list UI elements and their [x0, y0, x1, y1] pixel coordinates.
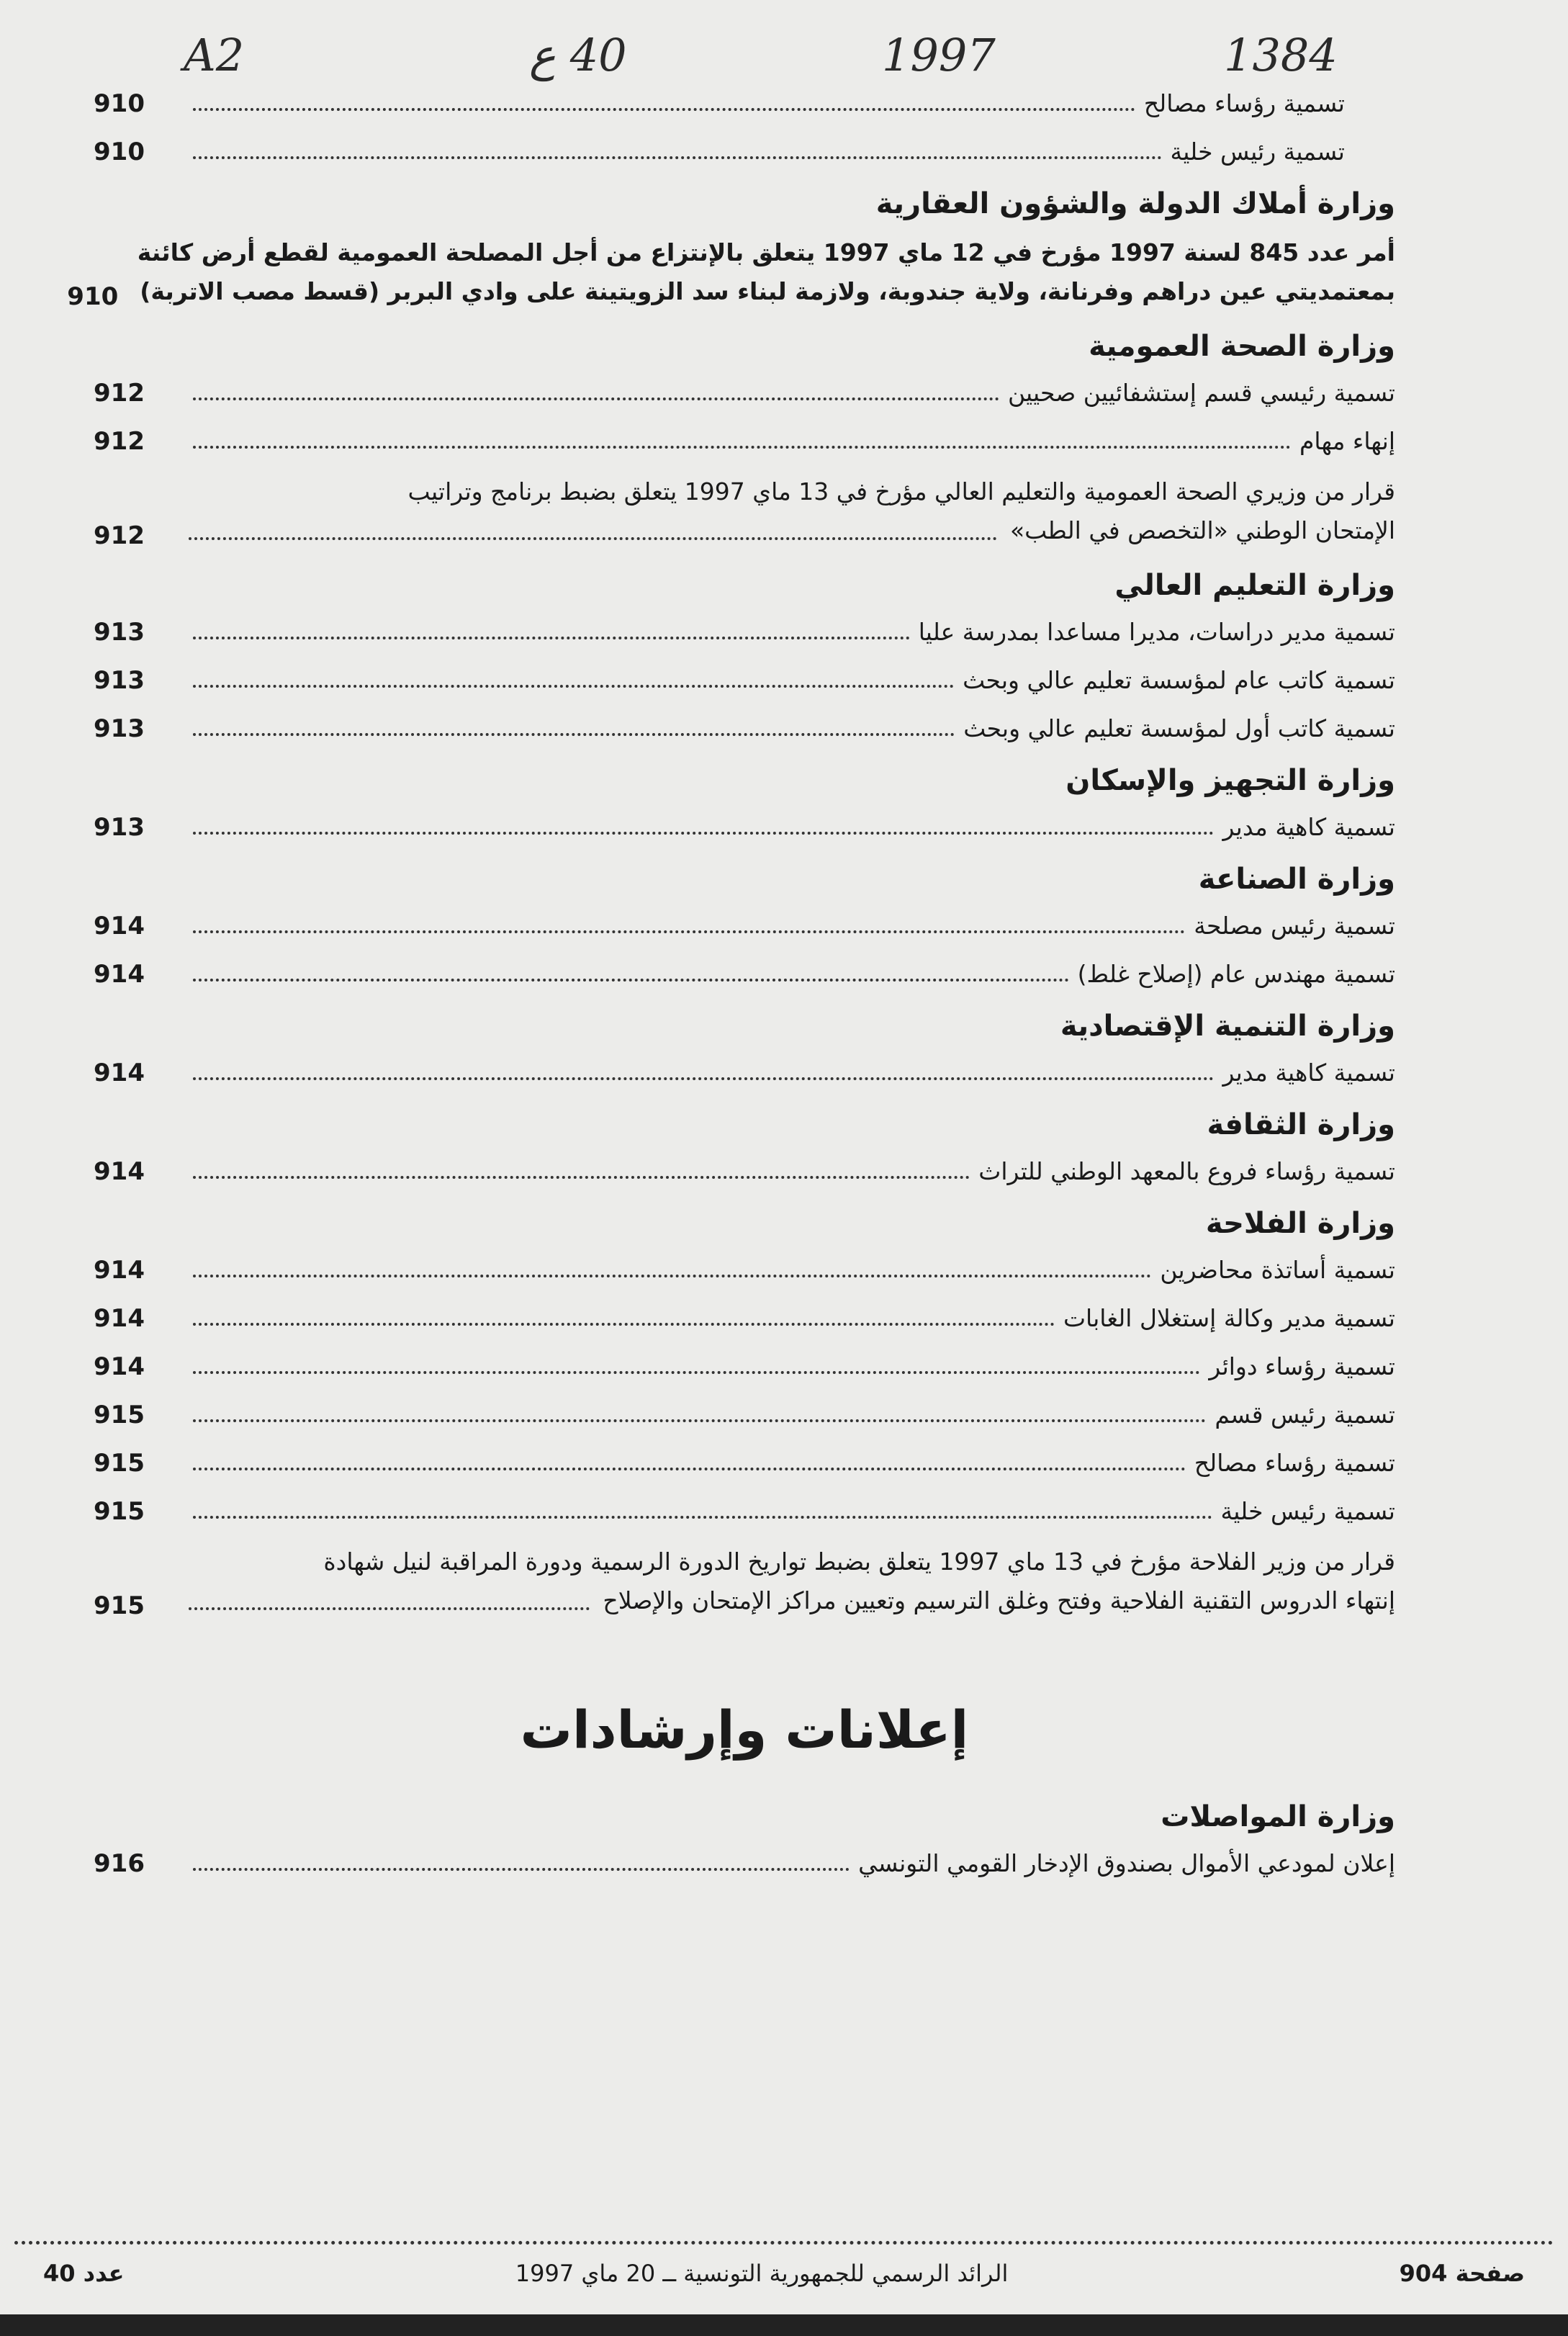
toc-page-number: 914: [94, 1352, 145, 1381]
toc-entry-text: [180, 472, 1395, 550]
toc-page-number: 915: [94, 1401, 145, 1429]
toc-entry-line: إنتهاء الدروس التقنية الفلاحية وفتح وغلق الترسيم وتعيين مراكز الإمتحان والإصلاح: [603, 1586, 1395, 1614]
dot-leader: [189, 1607, 590, 1610]
page-footer: [43, 2260, 1525, 2287]
toc-page-number: 913: [94, 813, 145, 842]
dot-leader: [193, 1275, 1151, 1277]
ministry-heading: وزارة الصناعة: [1198, 863, 1395, 896]
toc-page-number: 913: [94, 618, 145, 647]
toc-entry: [94, 909, 1395, 943]
toc-entry-title: تسمية كاتب عام لمؤسسة تعليم عالي وبحث: [963, 666, 1395, 694]
handwritten-serial: 1384: [1224, 29, 1338, 81]
toc-entry-title: تسمية رئيس مصلحة: [1194, 912, 1395, 940]
toc-entry: [94, 663, 1395, 698]
dot-leader: [193, 685, 954, 688]
ministry-heading: وزارة التنمية الإقتصادية: [1060, 1010, 1395, 1043]
toc-entry-title: تسمية رؤساء مصالح: [1194, 1449, 1395, 1477]
toc-entry-title: تسمية رئيسي قسم إستشفائيين صحيين: [1007, 379, 1395, 407]
toc-page-number: 914: [94, 1059, 145, 1087]
dot-leader: [193, 1323, 1055, 1326]
ministry-heading: وزارة التجهيز والإسكان: [1065, 764, 1395, 797]
toc-entry-title: تسمية كاتب أول لمؤسسة تعليم عالي وبحث: [963, 714, 1395, 742]
toc-entry-line: بمعتمديتي عين دراهم وفرنانة، ولاية جندوبة، ولازمة لبناء سد الزويتينة على وادي البربر (قسط مصب الاتربة): [140, 277, 1395, 305]
footer-publication: الرائد الرسمي للجمهورية التونسية ــ 20 ماي 1997: [515, 2260, 1009, 2287]
toc-page-number: 910: [94, 138, 145, 166]
dot-leader: [193, 156, 1162, 159]
ministry-heading: وزارة أملاك الدولة والشؤون العقارية: [875, 187, 1395, 220]
toc-page-number: 915: [94, 1497, 145, 1526]
toc-entry: [94, 1154, 1395, 1189]
toc-entry-title: تسمية رؤساء فروع بالمعهد الوطني للتراث: [978, 1157, 1395, 1185]
toc-page-number: 913: [94, 714, 145, 743]
toc-page-number: 914: [94, 960, 145, 989]
toc-entry: [94, 1056, 1395, 1090]
dot-leader: [193, 1371, 1200, 1374]
footer-divider: [14, 2241, 1554, 2245]
dot-leader: [193, 637, 910, 639]
toc-entry: [94, 1253, 1395, 1288]
toc-page-number: 914: [94, 1304, 145, 1333]
toc-entry: [94, 1349, 1395, 1384]
scan-edge: [0, 2314, 1568, 2336]
toc-entry-line: قرار من وزيري الصحة العمومية والتعليم العالي مؤرخ في 13 ماي 1997 يتعلق بضبط برنامج وتراتيب: [407, 477, 1395, 506]
toc-page-number: 913: [94, 666, 145, 695]
toc-page-number: 910: [94, 89, 145, 118]
dot-leader: [193, 108, 1135, 111]
toc-entry-title: تسمية كاهية مدير: [1222, 1059, 1395, 1087]
handwritten-a2: A2: [184, 29, 245, 81]
toc-entry-title: تسمية رئيس خلية: [1170, 138, 1345, 166]
toc-page-number: 914: [94, 1157, 145, 1186]
ministry-heading: وزارة التعليم العالي: [1114, 569, 1395, 602]
dot-leader: [193, 1868, 850, 1871]
toc-entry-title: تسمية مهندس عام (إصلاح غلط): [1077, 960, 1395, 988]
toc-entry-line: قرار من وزير الفلاحة مؤرخ في 13 ماي 1997 يتعلق بضبط تواريخ الدورة الرسمية ودورة المراقبة لنيل شهادة: [323, 1547, 1395, 1576]
toc-entry: [94, 135, 1395, 169]
toc-page-number: 912: [94, 379, 145, 408]
toc-entry-line: أمر عدد 845 لسنة 1997 مؤرخ في 12 ماي 1997 يتعلق بالإنتزاع من أجل المصلحة العمومية لقطع أرض كائنة: [137, 238, 1395, 266]
toc-page-number: 915: [94, 1449, 145, 1478]
dot-leader: [193, 1176, 970, 1179]
ministry-heading: وزارة الفلاحة: [1205, 1207, 1395, 1240]
toc-entry-title: إنهاء مهام: [1299, 427, 1395, 455]
toc-entry: [94, 957, 1395, 992]
toc-entry: [94, 1446, 1395, 1481]
dot-leader: [193, 1468, 1186, 1470]
toc-entry-text: [180, 1542, 1395, 1620]
toc-entry-title: تسمية رئيس قسم: [1215, 1401, 1395, 1429]
handwritten-year: 1997: [882, 29, 996, 81]
toc-entry-last-line: [180, 1581, 1395, 1620]
toc-entry-title: تسمية أساتذة محاضرين: [1160, 1256, 1395, 1284]
toc-page-number: 914: [94, 1256, 145, 1285]
toc-entry: [94, 1846, 1395, 1881]
toc-entry-title: إعلان لمودعي الأموال بصندوق الإدخار القومي التونسي: [858, 1849, 1395, 1877]
section-title-announcements: إعلانات وإرشادات: [520, 1699, 969, 1760]
dot-leader: [193, 733, 955, 736]
toc-entry-text: [118, 233, 1395, 311]
toc-entry-title: تسمية رؤساء مصالح: [1143, 89, 1345, 117]
toc-entry: [94, 86, 1395, 121]
toc-entry-title: تسمية مدير دراسات، مديرا مساعدا بمدرسة عليا: [918, 618, 1395, 646]
toc-entry-title: تسمية رؤساء دوائر: [1209, 1352, 1395, 1380]
toc-page-number: 912: [94, 521, 145, 550]
toc-page-number: 914: [94, 912, 145, 940]
dot-leader: [193, 446, 1291, 449]
table-of-contents: [67, 86, 1395, 1895]
toc-entry-paragraph: [94, 472, 1395, 550]
toc-entry-title: تسمية مدير وكالة إستغلال الغابات: [1063, 1304, 1395, 1332]
ministry-heading: وزارة الصحة العمومية: [1089, 330, 1395, 363]
dot-leader: [193, 1077, 1214, 1080]
toc-entry: [94, 711, 1395, 746]
toc-entry-title: تسمية كاهية مدير: [1222, 813, 1395, 841]
toc-entry-last-line: [118, 272, 1395, 311]
toc-page-number: 910: [67, 282, 119, 311]
toc-entry-last-line: [180, 511, 1395, 550]
toc-entry: [94, 1301, 1395, 1336]
ministry-heading: وزارة الثقافة: [1207, 1108, 1395, 1141]
toc-entry: [94, 424, 1395, 459]
dot-leader: [193, 1419, 1206, 1422]
dot-leader: [189, 537, 997, 540]
footer-issue: عدد 40: [43, 2260, 125, 2287]
toc-entry: [94, 615, 1395, 650]
toc-page-number: 916: [94, 1849, 145, 1878]
toc-entry-line: الإمتحان الوطني «التخصص في الطب»: [1009, 516, 1395, 544]
dot-leader: [193, 832, 1214, 835]
toc-entry-paragraph: [94, 1542, 1395, 1620]
toc-entry: [94, 1398, 1395, 1432]
toc-page-number: 912: [94, 427, 145, 456]
ministry-heading: وزارة المواصلات: [1161, 1800, 1395, 1833]
toc-entry-title: تسمية رئيس خلية: [1220, 1497, 1395, 1525]
toc-entry: [94, 810, 1395, 845]
dot-leader: [193, 930, 1185, 933]
dot-leader: [193, 979, 1069, 981]
handwritten-issue: 40 ع: [529, 29, 627, 81]
dot-leader: [193, 397, 999, 400]
toc-entry: [94, 1494, 1395, 1529]
toc-entry-paragraph: [67, 233, 1395, 311]
toc-entry: [94, 376, 1395, 410]
footer-page-number: صفحة 904: [1399, 2260, 1525, 2287]
dot-leader: [193, 1516, 1212, 1519]
toc-page-number: 915: [94, 1591, 145, 1620]
